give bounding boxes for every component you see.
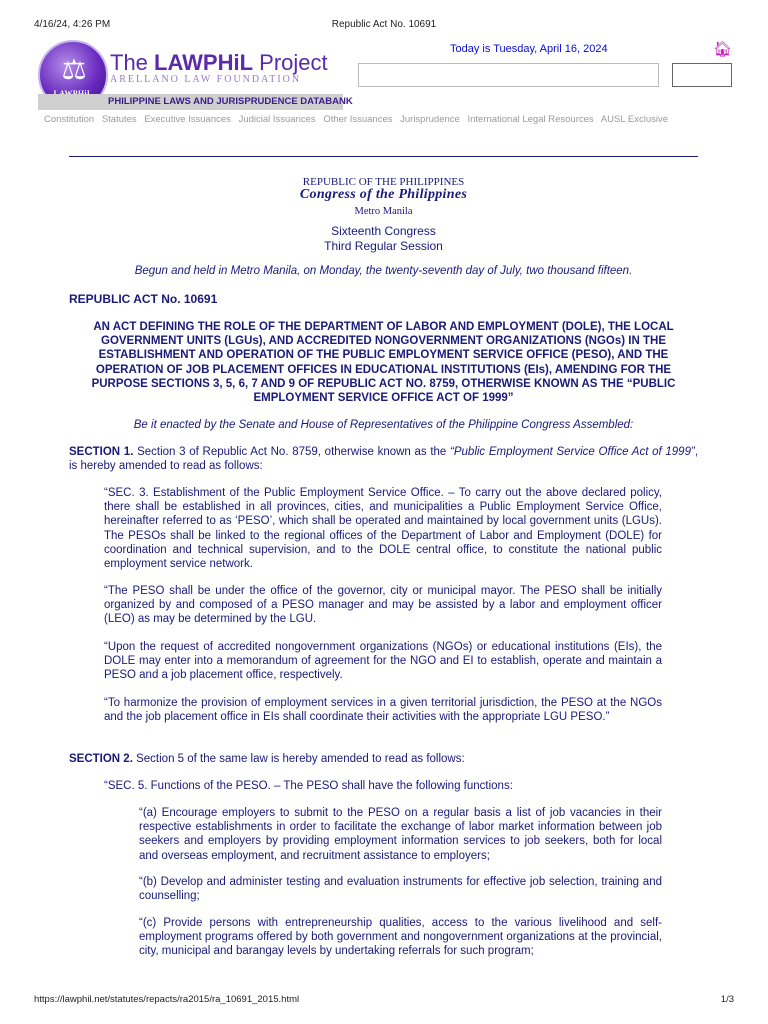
sec5-item-a: “(a) Encourage employers to submit to the PESO on a regular basis a list of job vacancies in their respective establishments in order to facilitate the exchange of labor market information between job seekers and employers by providing employment information services to job seekers, both for local and overseas employment, and recruitment assistance to employers; [139,807,662,862]
enacting-clause: Be it enacted by the Senate and House of Representatives of the Philippine Congress Assembled: [133,419,634,431]
search-button[interactable] [672,63,732,87]
scales-of-justice-icon: ⚖ [61,54,87,85]
section-2-label: SECTION 2. [69,753,133,765]
print-url: https://lawphil.net/statutes/repacts/ra2015/ra_10691_2015.html [34,994,300,1005]
nav-other-issuances[interactable]: Other Issuances [323,114,393,125]
begun-statement: Begun and held in Metro Manila, on Monday, the twenty-seventh day of July, two thousand fifteen. [134,265,633,277]
search-input[interactable] [358,63,659,87]
print-title: Republic Act No. 10691 [331,19,437,30]
sec3-paragraph-4: “To harmonize the provision of employment services in a given territorial jurisdiction, the PESO at the NGOs and the job placement office in EIs shall coordinate their activities with the appropriate LGU PESO.” [104,697,662,724]
nav-ausl-exclusive[interactable]: AUSL Exclusive [600,114,669,125]
nav-international-legal-resources[interactable]: International Legal Resources [467,114,594,125]
section-1-label: SECTION 1. [69,446,134,458]
home-icon[interactable]: 🏠︎ [713,41,733,58]
metro-heading: Metro Manila [354,206,413,217]
section-2: SECTION 2. Section 5 of the same law is hereby amended to read as follows: [69,753,465,765]
print-datetime: 4/16/24, 4:26 PM [34,19,111,30]
session-heading [69,224,698,253]
site-subtitle: ARELLANO LAW FOUNDATION [110,74,302,85]
act-title: AN ACT DEFINING THE ROLE OF THE DEPARTMENT OF LABOR AND EMPLOYMENT (DOLE), THE LOCAL GOVERNMENT UNITS (LGUs), AND ACCREDITED NONGOVERNMENT ORGANIZATIONS (NGOs) IN THE ESTABLISHMENT AND OPERATION OF THE PUBLIC EMPLOYMENT SERVICE OFFICE (PESO), AND THE OPERATION OF JOB PLACEMENT OFFICES IN EDUCATIONAL INSTITUTIONS (EIs), AMENDING FOR THE PURPOSE SECTIONS 3, 5, 6, 7 AND 9 OF REPUBLIC ACT NO. 8759, OTHERWISE KNOWN AS THE “PUBLIC EMPLOYMENT SERVICE OFFICE ACT OF 1999” [91,321,676,405]
sec3-paragraph-3: “Upon the request of accredited nongovernment organizations (NGOs) or educational institutions (EIs), the DOLE may enter into a memorandum of agreement for the NGO and EI to establish, operate and maintain a PESO and a job placement office, respectively. [104,641,662,682]
nav-jurisprudence[interactable]: Jurisprudence [400,114,460,125]
session-name: Third Regular Session [324,238,443,253]
sec3-paragraph-1: “SEC. 3. Establishment of the Public Employment Service Office. – To carry out the above declared policy, there shall be established in all provinces, cities, and municipalities a Public Employment Service Office, hereinafter referred to as ‘PESO’, which shall be operated and maintained by local government units (LGUs). The PESOs shall be linked to the regional offices of the Department of Labor and Employment (DOLE) for coordination and technical supervision, and to the DOLE central office, to constitute the national public employment service network. [104,487,662,571]
nav-statutes[interactable]: Statutes [101,114,137,125]
site-band: PHILIPPINE LAWS AND JURISPRUDENCE DATABANK [38,94,343,110]
print-footer [34,994,734,1005]
nav-constitution[interactable]: Constitution [44,114,95,125]
nav-executive-issuances[interactable]: Executive Issuances [144,114,231,125]
divider [69,156,698,157]
site-logo[interactable] [38,38,353,114]
sec5-intro: “SEC. 5. Functions of the PESO. – The PESO shall have the following functions: [104,780,513,792]
ra-number: REPUBLIC ACT No. 10691 [69,292,218,306]
congress-number: Sixteenth Congress [331,224,436,238]
congress-heading: Congress of the Philippines [299,187,468,202]
sec3-paragraph-2: “The PESO shall be under the office of the governor, city or municipal mayor. The PESO shall be initially organized by and composed of a PESO manager and may be assisted by a labor and employment officer (LEO) as may be determined by the LGU. [104,585,662,626]
site-title: The LAWPHiL Project [110,50,328,75]
sec5-item-c: “(c) Provide persons with entrepreneurship qualities, access to the various livelihood and self-employment programs offered by both government and nongovernment organizations at the provincial, city, municipal and barangay levels by undertaking referrals for such program; [139,917,662,958]
section-1: SECTION 1. Section 3 of Republic Act No. 8759, otherwise known as the “Public Employment Service Office Act of 1999”, is hereby amended to read as follows: [69,446,699,473]
sec5-item-b: “(b) Develop and administer testing and evaluation instruments for effective job selection, training and counselling; [139,876,662,903]
print-page-number: 1/3 [720,994,734,1005]
republic-heading: REPUBLIC OF THE PHILIPPINES [302,176,465,188]
today-date: Today is Tuesday, April 16, 2024 [450,43,608,55]
main-nav [44,114,673,125]
nav-judicial-issuances[interactable]: Judicial Issuances [238,114,316,125]
